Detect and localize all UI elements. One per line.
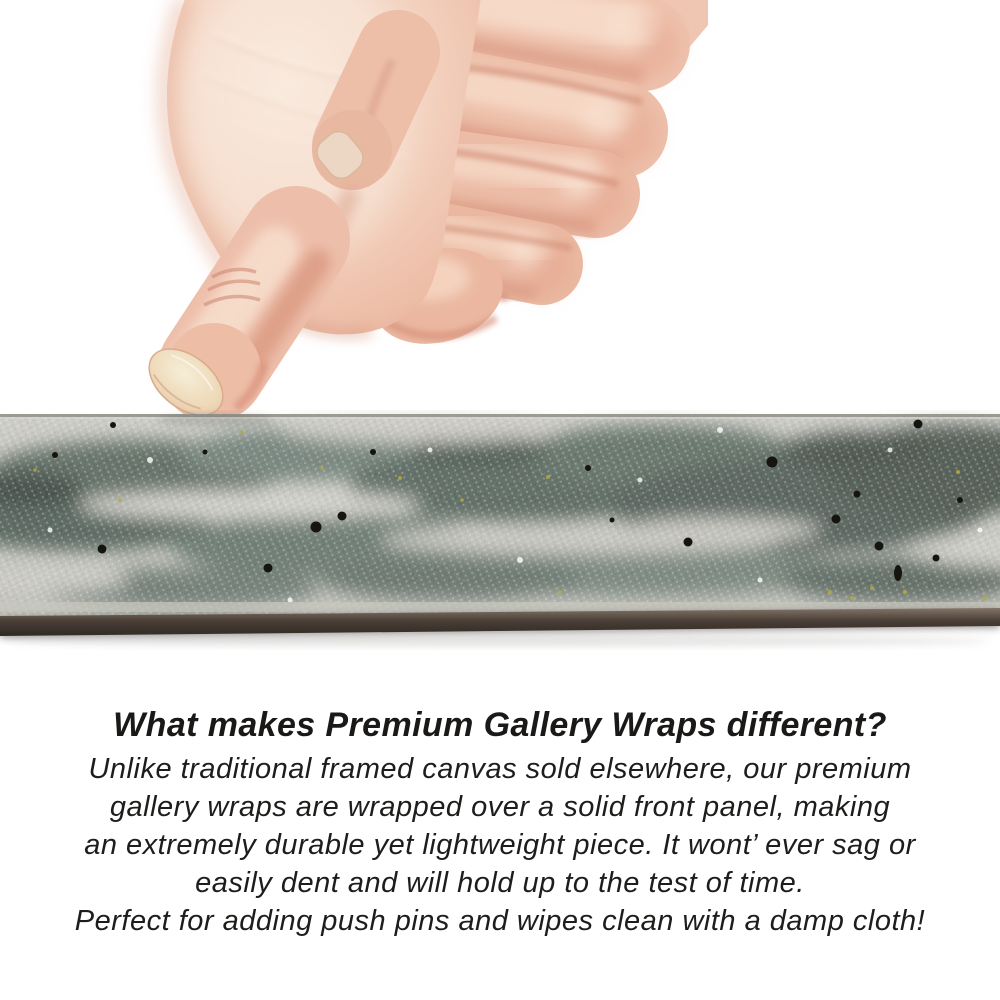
info-body	[0, 750, 1000, 940]
hand-pressing-thumb-image	[0, 0, 1000, 420]
canvas-strip-image	[0, 410, 1000, 650]
info-body-line: Unlike traditional framed canvas sold elsewhere, our premium	[88, 753, 912, 785]
info-body-line: easily dent and will hold up to the test of time.	[195, 867, 805, 899]
info-section	[0, 703, 1000, 940]
info-body-line: gallery wraps are wrapped over a solid front panel, making	[109, 791, 891, 823]
info-body-line: Perfect for adding push pins and wipes clean with a damp cloth!	[74, 905, 926, 937]
info-body-line: an extremely durable yet lightweight piece. It wont’ ever sag or	[84, 829, 916, 861]
info-heading: What makes Premium Gallery Wraps different?	[113, 706, 887, 744]
